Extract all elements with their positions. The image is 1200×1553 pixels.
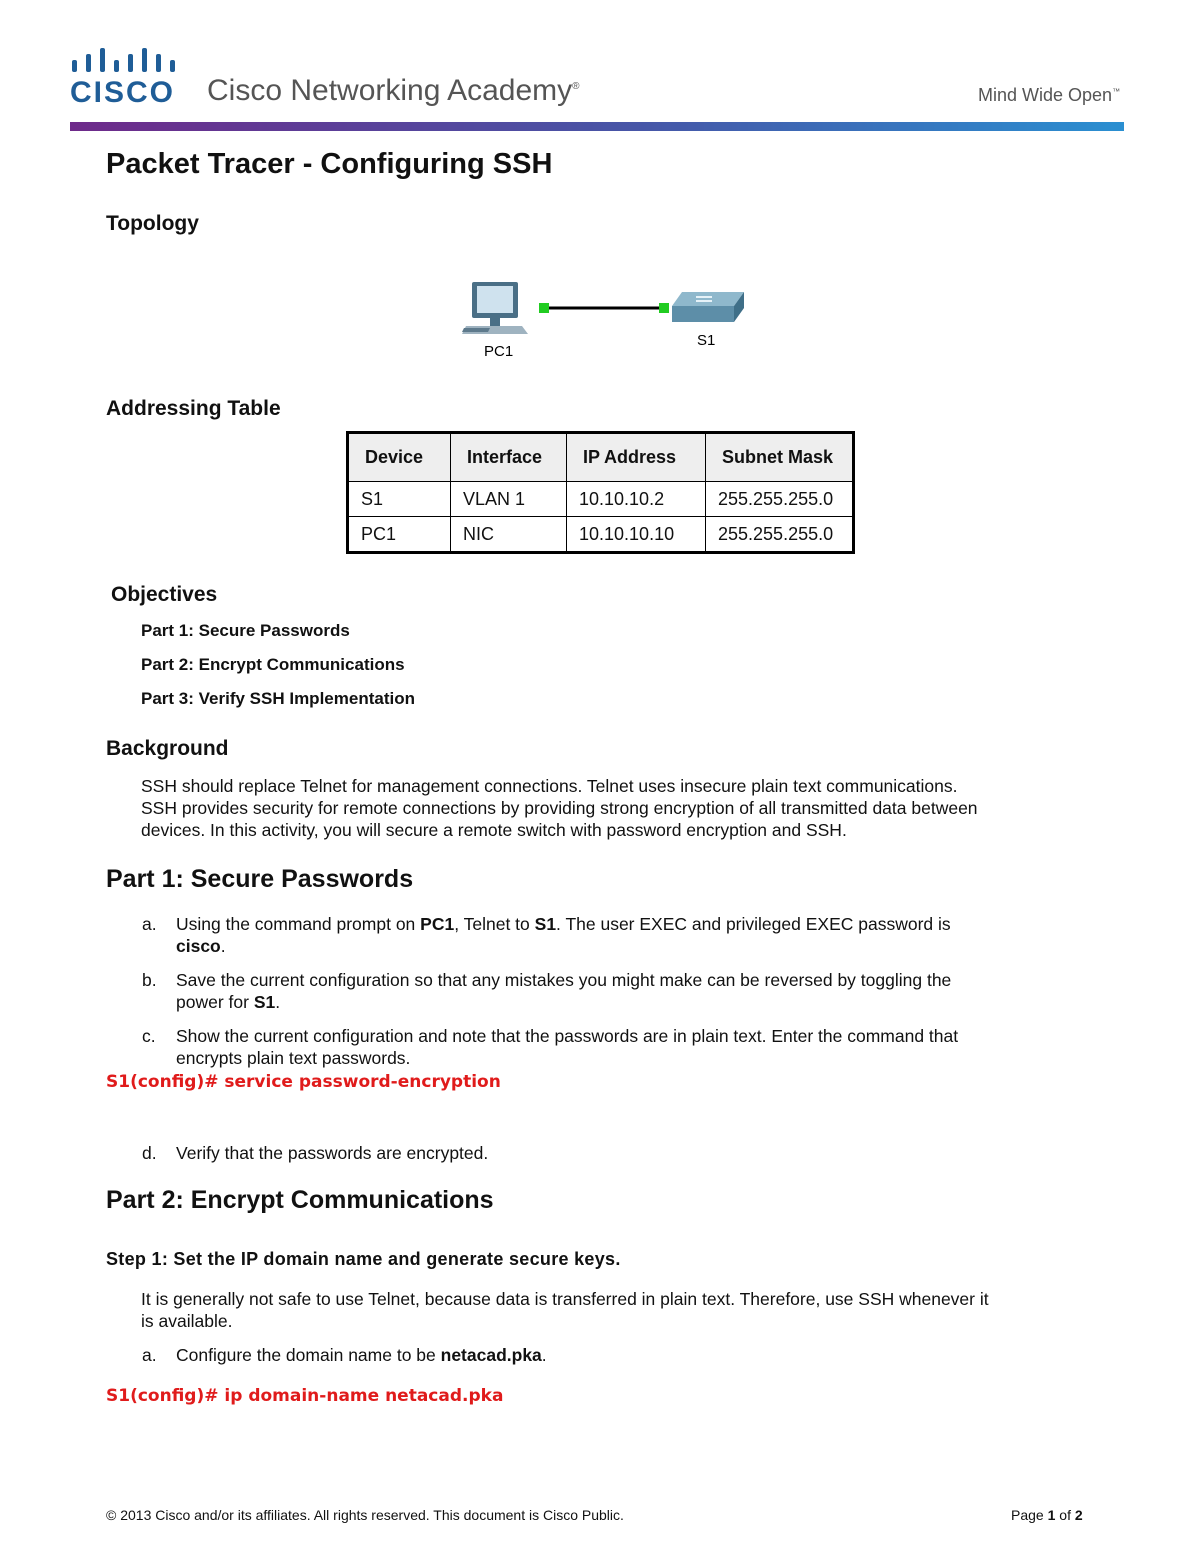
- part2-paragraph: It is generally not safe to use Telnet, because data is transferred in plain text. Therefore, use SSH whenever it is available.: [141, 1289, 989, 1331]
- part2-heading: Part 2: Encrypt Communications: [106, 1186, 494, 1214]
- col-ip: IP Address: [567, 433, 706, 482]
- table-cell: PC1: [348, 517, 451, 553]
- list-item: a. Using the command prompt on PC1, Telnet to S1. The user EXEC and privileged EXEC password is cisco.: [142, 914, 951, 956]
- switch-label: S1: [697, 332, 716, 349]
- table-cell: 255.255.255.0: [706, 517, 854, 553]
- objective-item: Part 1: Secure Passwords: [141, 621, 350, 640]
- link-light-pc: [539, 303, 549, 313]
- tagline: Mind Wide Open™: [978, 85, 1121, 105]
- step1-heading: Step 1: Set the IP domain name and generate secure keys.: [106, 1249, 621, 1269]
- list-item: b. Save the current configuration so that any mistakes you might make can be reversed by toggling the power for S1.: [142, 970, 952, 1012]
- table-row: [348, 517, 854, 553]
- objectives-list: [141, 621, 415, 723]
- cisco-logo-wordmark: CISCO: [70, 76, 176, 109]
- table-cell: 255.255.255.0: [706, 482, 854, 517]
- answer-command: S1(config)# ip domain-name netacad.pka: [106, 1386, 504, 1406]
- academy-name: Cisco Networking Academy®: [207, 74, 580, 107]
- table-header-row: [348, 433, 854, 482]
- table-cell: S1: [348, 482, 451, 517]
- link-light-switch: [659, 303, 669, 313]
- list-item: c. Show the current configuration and note that the passwords are in plain text. Enter the command that encrypts plain text passwords.: [142, 1026, 959, 1068]
- table-cell: NIC: [451, 517, 567, 553]
- col-interface: Interface: [451, 433, 567, 482]
- topology-diagram: [460, 276, 760, 366]
- objectives-heading: Objectives: [111, 583, 218, 606]
- col-mask: Subnet Mask: [706, 433, 854, 482]
- col-device: Device: [348, 433, 451, 482]
- objective-item: Part 3: Verify SSH Implementation: [141, 689, 415, 708]
- page-title: Packet Tracer - Configuring SSH: [106, 148, 553, 180]
- table-cell: 10.10.10.2: [567, 482, 706, 517]
- footer-page-number: Page 1 of 2: [1011, 1507, 1083, 1523]
- header-divider: [70, 122, 1124, 131]
- part1-heading: Part 1: Secure Passwords: [106, 865, 414, 893]
- addressing-heading: Addressing Table: [106, 397, 281, 420]
- pc-icon: [462, 282, 528, 334]
- background-text: SSH should replace Telnet for management connections. Telnet uses insecure plain text communications. SSH provides security for remote connections by providing strong encryption of all transmitted data between devices. In this activity, you will secure a remote switch with password encryption and SSH.: [141, 776, 978, 840]
- table-cell: 10.10.10.10: [567, 517, 706, 553]
- background-heading: Background: [106, 737, 229, 760]
- topology-heading: Topology: [106, 212, 199, 235]
- addressing-table: [346, 431, 855, 554]
- table-cell: VLAN 1: [451, 482, 567, 517]
- objective-item: Part 2: Encrypt Communications: [141, 655, 405, 674]
- footer-copyright: © 2013 Cisco and/or its affiliates. All rights reserved. This document is Cisco Public.: [106, 1507, 624, 1523]
- pc-label: PC1: [484, 343, 514, 360]
- cisco-logo-bars-icon: [70, 46, 180, 74]
- list-item: d. Verify that the passwords are encrypted.: [142, 1143, 489, 1163]
- switch-icon: [672, 292, 744, 322]
- table-row: [348, 482, 854, 517]
- list-item: a. Configure the domain name to be netacad.pka.: [142, 1345, 547, 1365]
- answer-command: S1(config)# service password-encryption: [106, 1072, 501, 1092]
